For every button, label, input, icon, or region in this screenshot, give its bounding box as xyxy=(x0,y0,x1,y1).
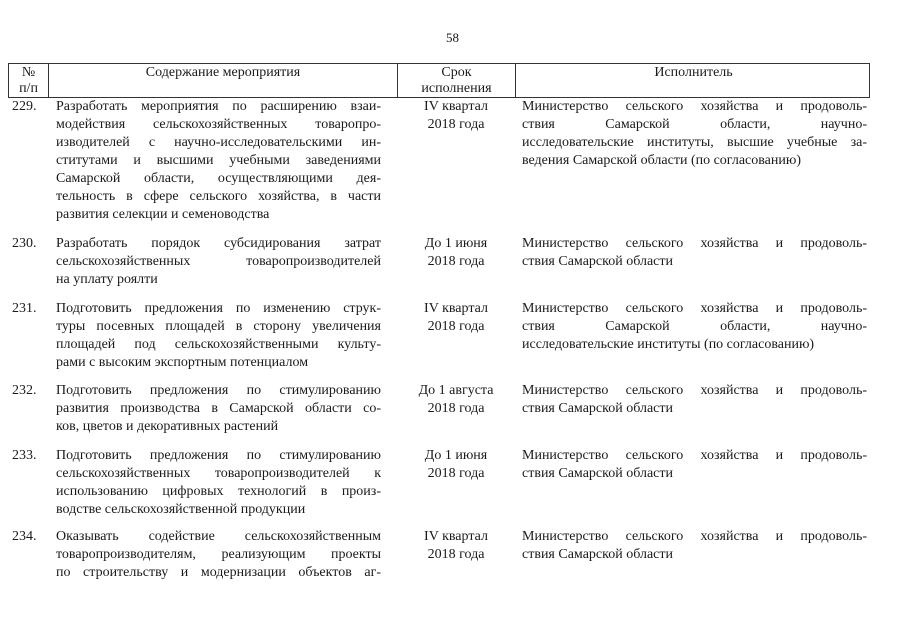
executor-line: ствия Самарской области, научно- xyxy=(522,319,867,334)
content-line: Подготовить предложения по изменению струк- xyxy=(56,301,381,316)
header-executor-label: Исполнитель xyxy=(654,65,733,80)
content-line: тельность в сфере сельского хозяйства, в части xyxy=(56,189,381,204)
content-line: товаропроизводителям, реализующим проекты xyxy=(56,547,381,562)
row-deadline xyxy=(397,300,515,336)
row-executor xyxy=(522,382,867,418)
content-line: изводителей с научно-исследовательскими ин- xyxy=(56,135,381,150)
content-line: ститутами и высшими учебными заведениями xyxy=(56,153,381,168)
deadline-line: 2018 года xyxy=(427,466,485,481)
row-content xyxy=(56,382,381,436)
header-deadline-line-1: Срок xyxy=(441,65,472,80)
row-deadline xyxy=(397,98,515,134)
header-content xyxy=(49,64,398,97)
row-number: 230. xyxy=(12,236,37,251)
deadline-line: 2018 года xyxy=(427,117,485,132)
deadline-line: До 1 июня xyxy=(424,448,488,463)
executor-line: Министерство сельского хозяйства и продоволь- xyxy=(522,301,867,316)
content-line: Подготовить предложения по стимулированию xyxy=(56,448,381,463)
deadline-line: До 1 августа xyxy=(418,383,494,398)
row-executor xyxy=(522,98,867,170)
content-line: Разработать порядок субсидирования затрат xyxy=(56,236,381,251)
executor-line: исследовательские институты (по согласованию) xyxy=(522,337,815,352)
header-num-line-2: п/п xyxy=(19,81,38,96)
content-line: развития селекции и семеноводства xyxy=(56,207,270,222)
content-line: туры посевных площадей в сторону увеличения xyxy=(56,319,381,334)
row-executor xyxy=(522,300,867,354)
executor-line: ствия Самарской области xyxy=(522,547,673,562)
row-executor xyxy=(522,528,867,564)
deadline-line: До 1 июня xyxy=(424,236,488,251)
row-number: 233. xyxy=(12,448,37,463)
row-number: 232. xyxy=(12,383,37,398)
row-content xyxy=(56,300,381,372)
executor-line: ствия Самарской области, научно- xyxy=(522,117,867,132)
row-content xyxy=(56,235,381,289)
row-content xyxy=(56,528,381,582)
deadline-line: IV квартал xyxy=(424,529,488,544)
content-line: Подготовить предложения по стимулированию xyxy=(56,383,381,398)
row-number: 234. xyxy=(12,529,37,544)
content-line: Самарской области, осуществляющими дея- xyxy=(56,171,381,186)
row-content xyxy=(56,98,381,224)
deadline-line: IV квартал xyxy=(424,99,488,114)
row-content xyxy=(56,447,381,519)
executor-line: Министерство сельского хозяйства и продоволь- xyxy=(522,99,867,114)
content-line: Оказывать содействие сельскохозяйственным xyxy=(56,529,381,544)
row-deadline xyxy=(397,447,515,483)
content-line: развития производства в Самарской области со- xyxy=(56,401,381,416)
row-number: 231. xyxy=(12,301,37,316)
page-number: 58 xyxy=(446,30,459,45)
header-deadline-line-2: исполнения xyxy=(421,81,492,96)
deadline-line: 2018 года xyxy=(427,254,485,269)
content-line: сельскохозяйственных товаропроизводителей xyxy=(56,254,381,269)
executor-line: ствия Самарской области xyxy=(522,401,673,416)
content-line: использованию цифровых технологий в произ- xyxy=(56,484,381,499)
deadline-line: IV квартал xyxy=(424,301,488,316)
row-deadline xyxy=(397,235,515,271)
deadline-line: 2018 года xyxy=(427,401,485,416)
executor-line: ствия Самарской области xyxy=(522,466,673,481)
table-header xyxy=(8,63,870,98)
header-executor xyxy=(516,64,871,97)
row-deadline xyxy=(397,382,515,418)
deadline-line: 2018 года xyxy=(427,319,485,334)
executor-line: Министерство сельского хозяйства и продоволь- xyxy=(522,236,867,251)
content-line: сельскохозяйственных товаропроизводителей к xyxy=(56,466,381,481)
content-line: рами с высоким экспортным потенциалом xyxy=(56,355,309,370)
executor-line: исследовательские институты, высшие учебные за- xyxy=(522,135,867,150)
header-num xyxy=(9,64,49,97)
executor-line: Министерство сельского хозяйства и продоволь- xyxy=(522,383,867,398)
row-deadline xyxy=(397,528,515,564)
content-line: на уплату роялти xyxy=(56,272,158,287)
content-line: площадей под сельскохозяйственными культу- xyxy=(56,337,381,352)
row-number: 229. xyxy=(12,99,37,114)
deadline-line: 2018 года xyxy=(427,547,485,562)
header-deadline xyxy=(398,64,516,97)
content-line: Разработать мероприятия по расширению взаи- xyxy=(56,99,381,114)
content-line: модействия сельскохозяйственных товаропро- xyxy=(56,117,381,132)
header-content-label: Содержание мероприятия xyxy=(145,65,301,80)
executor-line: Министерство сельского хозяйства и продоволь- xyxy=(522,448,867,463)
executor-line: Министерство сельского хозяйства и продоволь- xyxy=(522,529,867,544)
content-line: по строительству и модернизации объектов аг- xyxy=(56,565,381,580)
executor-line: ствия Самарской области xyxy=(522,254,673,269)
content-line: ков, цветов и декоративных растений xyxy=(56,419,279,434)
content-line: водстве сельскохозяйственной продукции xyxy=(56,502,306,517)
row-executor xyxy=(522,235,867,271)
executor-line: ведения Самарской области (по согласованию) xyxy=(522,153,802,168)
row-executor xyxy=(522,447,867,483)
header-num-line-1: № xyxy=(21,65,36,80)
